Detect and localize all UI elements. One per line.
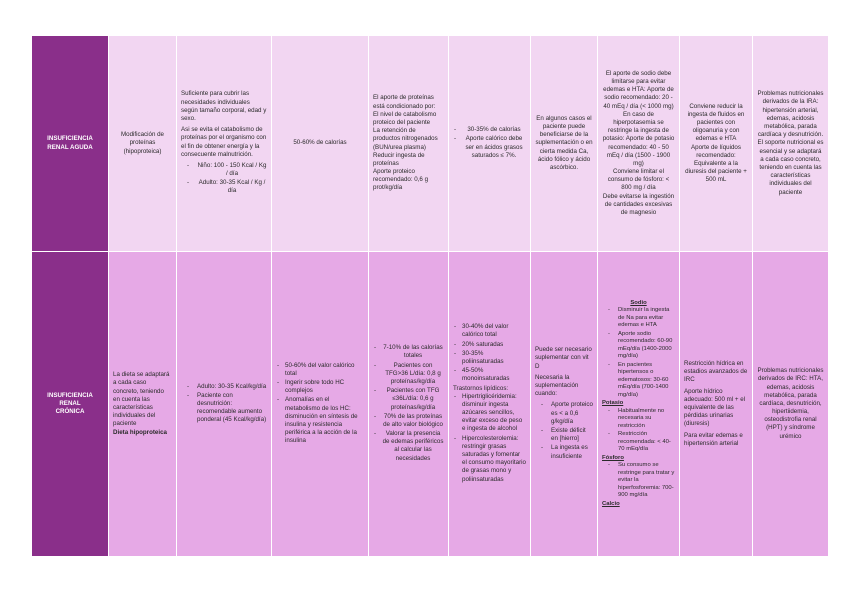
- bullet-list: [181, 162, 267, 196]
- cell-text: Modificación de proteínas (hipoproteica): [121, 131, 164, 155]
- list-item: - 70% de las proteínas de alto valor biológico: [382, 413, 444, 429]
- list-item: - 7-10% de las calorías totales: [382, 344, 444, 360]
- list-item: - Habitualmente no necesaria su restricción: [618, 408, 675, 431]
- cell-text: El aporte de sodio debe limitarse para evitar edemas e HTA: Aporte de sodio recomendado: 20 - 40 mEq / día (< 1000 mg) En caso de hiperpotasemia se restringe la ingesta de potasio: Aporte de potasio recomendado: 40 - 50 mEq / día (1500 - 1900 mg) Conviene limitar el consumo de fósforo: < 800 mg / día Debe evitarse la ingestión de cantidades excesivas de magnesio: [602, 69, 675, 216]
- list-item: - Aporte sodio recomendado: 60-90 mEq/día (1400-2000 mg/día): [618, 331, 675, 361]
- nutrition-table: [31, 35, 829, 557]
- bullet-list: [181, 383, 267, 425]
- list-item: - 30-35% poliinsaturadas: [462, 350, 526, 366]
- list-item: - 30-40% del valor calórico total: [462, 323, 526, 339]
- row-header-irc: [32, 252, 109, 557]
- bullet-list: [535, 401, 593, 460]
- list-item: - Pacientes con TFG>36 L/día: 0,8 g proteínas/kg/día: [382, 362, 444, 387]
- cell-text: Problemas nutricionales derivados de la IRA: hipertensión arterial, edemas, acidosis metabólica, parada cardíaca y desnutrición. El soporte nutricional es esencial y se adaptará a cada caso concreto, teniendo en cuenta las características individuales del paciente: [757, 90, 824, 196]
- list-item: - Restricción recomendada: < 40-70 mEq/día: [618, 431, 675, 454]
- cell-text: Necesaria la suplementación cuando:: [535, 373, 579, 398]
- bullet-list: [276, 362, 364, 446]
- cell-irc-vitaminas: [531, 252, 598, 557]
- cell-irc-proteinas: [369, 252, 449, 557]
- cell-irc-minerales: [598, 252, 680, 557]
- list-item: - Anomalías en el metabolismo de los HC: disminución en síntesis de insulina y resistencia periférica a la acción de la insulina: [285, 396, 364, 445]
- list-item: - Valorar la presencia de edemas periféricos al calcular las necesidades: [382, 430, 444, 463]
- cell-text: Aporte hídrico adecuado: 500 ml + el equivalente de las pérdidas urinarias (diuresis): [684, 387, 746, 428]
- cell-irc-dieta: [109, 252, 177, 557]
- bullet-list: [602, 408, 675, 454]
- cell-irc-energia: [177, 252, 272, 557]
- cell-irc-liquidos: [680, 252, 753, 557]
- cell-ira-modificacion: [109, 36, 177, 252]
- list-item: - Niño: 100 - 150 Kcal / Kg / día: [197, 162, 267, 178]
- list-item: - Ingerir sobre todo HC complejos: [285, 379, 364, 395]
- cell-text: Suficiente para cubrir las necesidades individuales según tamaño corporal, edad y sexo.: [181, 90, 267, 122]
- cell-text: En algunos casos el paciente puede beneficiarse de la suplementación o en cierta medida Ca, ácido fólico y ácido ascórbico.: [535, 114, 593, 171]
- list-item: - Hipertriglicéridemia: disminuir ingesta azúcares sencillos, evitar exceso de peso e ingesta de alcohol: [462, 393, 526, 434]
- cell-ira-hc: [272, 36, 369, 252]
- list-item: - Adulto: 30-35 Kcal/kg/día: [197, 383, 267, 391]
- list-item: - La ingesta es insuficiente: [551, 444, 593, 460]
- cell-subheading: Trastornos lipídicos:: [453, 384, 509, 392]
- list-item: - Pacientes con TFG ≤36L/día: 0,6 g proteínas/kg/día: [382, 387, 444, 412]
- list-item: - Paciente con desnutrición: recomendable aumento ponderal (45 Kcal/kg/día): [197, 392, 267, 425]
- cell-ira-liquidos: [680, 36, 753, 252]
- list-item: - 20% saturadas: [462, 341, 526, 349]
- group-title-sodio: Sodio: [630, 299, 647, 306]
- cell-ira-proteinas: [369, 36, 449, 252]
- list-item: - Disminuir la ingesta de Na para evitar edemas e HTA: [618, 307, 675, 330]
- bullet-list: [602, 307, 675, 399]
- cell-irc-hc: [272, 252, 369, 557]
- cell-text: Puede ser necesario suplementar con vit D: [535, 346, 592, 370]
- bullet-list: [602, 462, 675, 500]
- cell-ira-problemas: [753, 36, 829, 252]
- group-title-fosforo: Fósforo: [602, 454, 624, 461]
- cell-text: El aporte de proteínas está condicionado por: El nivel de catabolismo proteico del paciente La retención de productos nitrogenados (BUN/urea plasma) Reducir ingesta de proteínas Aporte proteico recomendado: 0,6 g prot/kg/día: [373, 94, 438, 192]
- cell-text: La dieta se adaptará a cada caso concreto, teniendo en cuenta las características individuales del paciente: [113, 371, 170, 428]
- bullet-list: [453, 393, 526, 484]
- cell-ira-lipidos: [449, 36, 531, 252]
- list-item: - 30-35% de calorías: [462, 126, 526, 134]
- list-item: - Aporte calórico debe ser en ácidos grasos saturados ≤ 7%.: [462, 135, 526, 160]
- cell-text: Para evitar edemas e hipertensión arterial: [684, 431, 743, 447]
- cell-text: Problemas nutricionales derivados de IRC: HTA, edemas, acidosis metabólica, parada cardíaca, desnutrición, hipertiidemia, osteodistrofia renal (HPT) y síndrome urémico: [757, 367, 824, 440]
- group-title-calcio: Calcio: [602, 500, 620, 507]
- row-header-ira: [32, 36, 109, 252]
- cell-irc-lipidos: [449, 252, 531, 557]
- row-label: INSUFICIENCIA RENAL CRÓNICA: [47, 391, 93, 416]
- row-ira: [32, 36, 829, 252]
- cell-text: Asi se evita el catabolismo de proteínas por el organismo con el fin de obtener energía y la consecuente malnutrición.: [181, 126, 267, 158]
- cell-ira-minerales: [598, 36, 680, 252]
- cell-text: Conviene reducir la ingesta de fluidos en pacientes con oligoanuria y con edemas e HTA Aporte de líquidos recomendado: Equivalente a la diuresis del paciente + 500 mL: [685, 102, 747, 184]
- bullet-list: [453, 126, 526, 160]
- cell-ira-vitaminas: [531, 36, 598, 252]
- list-item: - 45-50% monoinsaturadas: [462, 367, 526, 383]
- list-item: - En pacientes hipertensos o edematosos: 30-60 mEq/día (700-1400 mg/día): [618, 362, 675, 400]
- row-irc: [32, 252, 829, 557]
- list-item: - Su consumo se restringe para tratar y evitar la hiperfosforemia: 700-900 mg/día: [618, 462, 675, 500]
- cell-text: 50-60% de calorías: [293, 139, 347, 147]
- bullet-list: [373, 344, 444, 463]
- group-title-potasio: Potasio: [602, 400, 624, 407]
- cell-bold-text: Dieta hipoproteica: [113, 428, 167, 436]
- row-label: INSUFICIENCIA RENAL AGUDA: [47, 135, 93, 151]
- cell-irc-problemas: [753, 252, 829, 557]
- cell-ira-energia: [177, 36, 272, 252]
- list-item: - Existe déficit en [hierro]: [551, 427, 593, 443]
- list-item: - Adulto: 30-35 Kcal / Kg / día: [197, 179, 267, 195]
- list-item: - Hipercolesterolemia: restringir grasas saturadas y fomentar el consumo mayoritario de grasas mono y poliinsaturadas: [462, 435, 526, 484]
- bullet-list: [453, 323, 526, 383]
- list-item: - 50-60% del valor calórico total: [285, 362, 364, 378]
- list-item: - Aporte proteico es < a 0,6 g/kg/día: [551, 401, 593, 426]
- cell-text: Restricción hídrica en estadios avanzados de IRC: [684, 360, 748, 384]
